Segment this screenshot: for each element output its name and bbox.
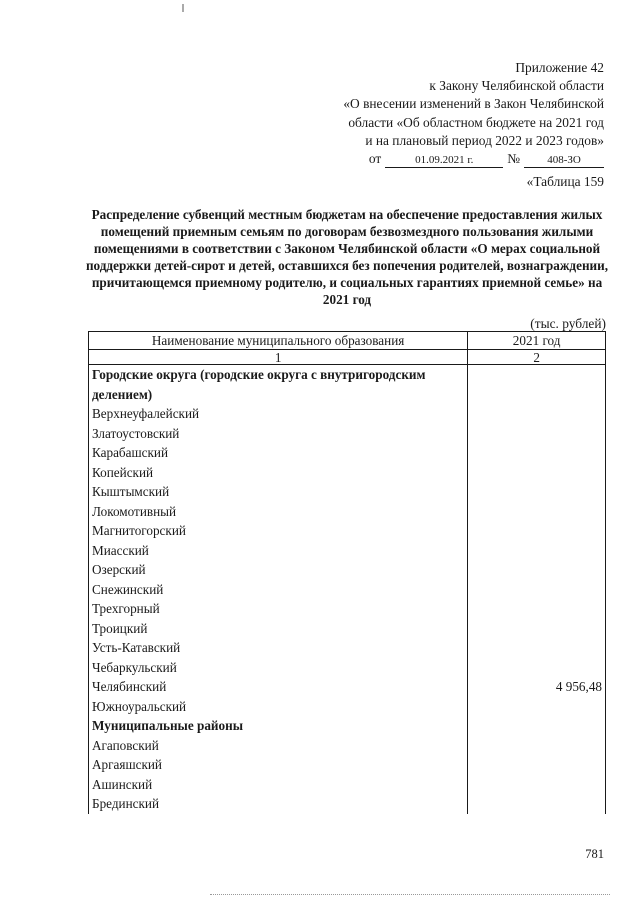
- municipality-name: Снежинский: [89, 580, 468, 600]
- table-row: [89, 658, 606, 678]
- municipality-name: Миасский: [89, 541, 468, 561]
- municipality-name: Златоустовский: [89, 424, 468, 444]
- amount-value: [468, 755, 606, 775]
- header-line: «О внесении изменений в Закон Челябинской: [343, 96, 604, 112]
- municipality-name: Трехгорный: [89, 599, 468, 619]
- column-index: 1: [89, 350, 468, 365]
- amount-value: [468, 424, 606, 444]
- header-line: области «Об областном бюджете на 2021 год: [348, 114, 604, 130]
- municipality-name: Верхнеуфалейский: [89, 404, 468, 424]
- table-row: [89, 424, 606, 444]
- header-line: Приложение 42: [515, 60, 604, 75]
- amount-value: [468, 560, 606, 580]
- table-row: [89, 463, 606, 483]
- amount-value: [468, 638, 606, 658]
- table-row: [89, 404, 606, 424]
- section-heading: Городские округа (городские округа с внутригородским делением): [89, 365, 468, 405]
- municipality-name: Карабашский: [89, 443, 468, 463]
- amount-value: [468, 365, 606, 405]
- amount-value: [468, 658, 606, 678]
- municipality-name: Кыштымский: [89, 482, 468, 502]
- amount-value: [468, 404, 606, 424]
- table-row: [89, 521, 606, 541]
- table-row: [89, 619, 606, 639]
- column-header-municipality: Наименование муниципального образования: [89, 332, 468, 350]
- section-heading: Муниципальные районы: [89, 716, 468, 736]
- amount-value: [468, 502, 606, 522]
- table-row: [89, 775, 606, 795]
- municipality-name: Брединский: [89, 794, 468, 814]
- from-label: от: [368, 151, 382, 167]
- amount-value: 4 956,48: [468, 677, 606, 697]
- amount-value: [468, 599, 606, 619]
- municipality-name: Аргаяшский: [89, 755, 468, 775]
- amount-value: [468, 794, 606, 814]
- municipality-name: Южноуральский: [89, 697, 468, 717]
- table-row: [89, 580, 606, 600]
- table-row: [89, 755, 606, 775]
- header-line: и на плановый период 2022 и 2023 годов»: [365, 132, 604, 148]
- table-row: [89, 541, 606, 561]
- subvention-table: [88, 331, 606, 814]
- amount-value: [468, 541, 606, 561]
- law-number: 408-ЗО: [524, 154, 604, 168]
- amount-value: [468, 463, 606, 483]
- table-row: [89, 716, 606, 736]
- amount-value: [468, 482, 606, 502]
- number-label: №: [507, 151, 520, 167]
- amount-value: [468, 736, 606, 756]
- amount-value: [468, 580, 606, 600]
- header-line: к Закону Челябинской области: [429, 78, 604, 94]
- column-header-year: 2021 год: [468, 332, 606, 350]
- municipality-name: Чебаркульский: [89, 658, 468, 678]
- table-row: [89, 794, 606, 814]
- table-row: [89, 736, 606, 756]
- amount-value: [468, 619, 606, 639]
- table-row: [89, 443, 606, 463]
- table-row: [89, 677, 606, 697]
- table-row: [89, 697, 606, 717]
- page-number: 781: [585, 847, 604, 861]
- law-date: 01.09.2021 г.: [385, 154, 503, 168]
- municipality-name: Троицкий: [89, 619, 468, 639]
- table-row: [89, 365, 606, 405]
- municipality-name: Ашинский: [89, 775, 468, 795]
- municipality-name: Челябинский: [89, 677, 468, 697]
- municipality-name: Копейский: [89, 463, 468, 483]
- table-row: [89, 599, 606, 619]
- amount-value: [468, 716, 606, 736]
- table-reference: «Таблица 159: [526, 174, 604, 189]
- table-body: [89, 365, 606, 814]
- municipality-name: Озерский: [89, 560, 468, 580]
- amount-value: [468, 443, 606, 463]
- table-row: [89, 638, 606, 658]
- table-row: [89, 560, 606, 580]
- law-date-number-line: [369, 150, 604, 168]
- scan-mark: [182, 4, 184, 12]
- municipality-name: Усть-Катавский: [89, 638, 468, 658]
- column-index: 2: [468, 350, 606, 365]
- municipality-name: Локомотивный: [89, 502, 468, 522]
- unit-label: (тыс. рублей): [530, 316, 606, 331]
- municipality-name: Магнитогорский: [89, 521, 468, 541]
- amount-value: [468, 775, 606, 795]
- amount-value: [468, 521, 606, 541]
- scan-edge-line: [210, 894, 610, 895]
- table-row: [89, 482, 606, 502]
- table-row: [89, 502, 606, 522]
- amount-value: [468, 697, 606, 717]
- municipality-name: Агаповский: [89, 736, 468, 756]
- document-title: Распределение субвенций местным бюджетам на обеспечение предоставления жилых помещений приемным семьям по договорам безвозмездного пользования жилыми помещениями в соответствии с Законом Челябинской области «О мерах социальной поддержки детей-сирот и детей, оставшихся без попечения родителей, вознаграждении, причитающемся приемному родителю, и социальных гарантиях приемной семье» на 2021 год: [85, 207, 609, 307]
- appendix-header: [343, 59, 604, 168]
